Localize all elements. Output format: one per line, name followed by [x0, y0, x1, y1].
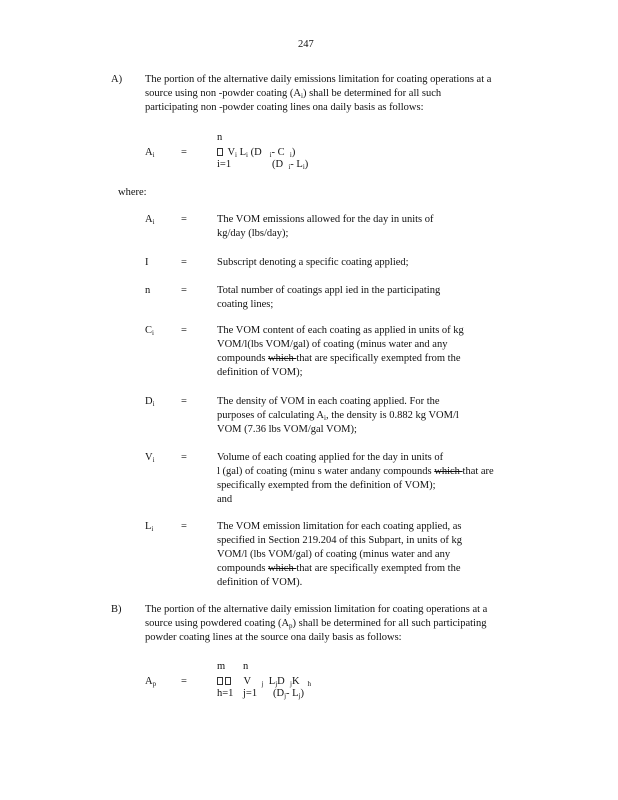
formula-b-lhs: $A_p$ [145, 676, 157, 688]
definition-ai-line2: kg/day (lbs/day); [217, 228, 289, 239]
definition-ai-symbol: $A_i$ [145, 214, 155, 226]
definition-ci-line1: The VOM content of each coating as applied in units of kg [217, 325, 464, 336]
summation-symbol-icon [217, 148, 223, 156]
section-a-line3: participating non -powder coating lines ona daily basis as follows: [145, 102, 424, 113]
definition-ci-symbol: $C_i$ [145, 325, 154, 337]
summation-symbol-icon [217, 677, 223, 685]
definition-i-line1: Subscript denoting a specific coating applied; [217, 257, 409, 268]
definition-li-equals: = [181, 521, 187, 532]
summation-symbol-icon [225, 677, 231, 685]
section-a-label: A) [111, 74, 123, 85]
definition-ci-line2: VOM/l(lbs VOM/gal) of coating (minus water and any [217, 339, 448, 350]
definition-vi-equals: = [181, 452, 187, 463]
definition-n-equals: = [181, 285, 187, 296]
formula-b-denominator: ($D_j-$ $L_j$) [273, 688, 305, 700]
definition-di-symbol: $D_i$ [145, 396, 155, 408]
section-b-line2: source using powdered coating $(A_p)$ shall be determined for all such participating [145, 618, 487, 630]
strikethrough-text: which [268, 353, 297, 364]
definition-vi-line4: and [217, 494, 233, 505]
strikethrough-text: which [268, 563, 297, 574]
definition-vi-symbol: $V_i$ [145, 452, 155, 464]
definition-li-line3: VOM/l (lbs VOM/gal) of coating (minus water and any [217, 549, 451, 560]
formula-b-upper-m: m [217, 661, 226, 672]
definition-li-line5: definition of VOM). [217, 577, 303, 588]
formula-b-equals: = [181, 676, 187, 687]
definition-vi-line1: Volume of each coating applied for the day in units of [217, 452, 444, 463]
section-a-line1: The portion of the alternative daily emissions limitation for coating operations at a [145, 74, 492, 85]
definition-di-equals: = [181, 396, 187, 407]
formula-b-lower-j: j=1 [243, 688, 258, 699]
page-number: 247 [298, 39, 314, 50]
section-b-line3: powder coating lines at the source ona daily basis as follows: [145, 632, 402, 643]
definition-li-line4: compounds which that are specifically exempted from the [217, 563, 461, 574]
definition-li-symbol: $L_i$ [145, 521, 154, 533]
strikethrough-text: which [434, 466, 463, 477]
definition-di-line2: purposes of calculating $A_i$, the density is 0.882 kg VOM/l [217, 410, 459, 422]
definition-n-line2: coating lines; [217, 299, 274, 310]
formula-a-upper-limit: n [217, 132, 223, 143]
definition-i-equals: = [181, 257, 187, 268]
formula-b-upper-n: n [243, 661, 249, 672]
definition-ci-equals: = [181, 325, 187, 336]
formula-b-lower-h: h=1 [217, 688, 234, 699]
definition-li-line1: The VOM emission limitation for each coating applied, as [217, 521, 462, 532]
formula-a-denominator: (D $_i$- $L_i$) [272, 159, 309, 171]
formula-a-equals: = [181, 147, 187, 158]
definition-vi-line3: specifically exempted from the definition of VOM); [217, 480, 436, 491]
formula-a-lhs: $A_i$ [145, 147, 155, 159]
definition-ci-line4: definition of VOM); [217, 367, 303, 378]
definition-ci-line3: compounds which that are specifically exempted from the [217, 353, 461, 364]
formula-a-numerator: $V_i$ $L_i$ (D $_i$- C $_i$) [217, 146, 295, 162]
definition-n-line1: Total number of coatings appl ied in the participating [217, 285, 441, 296]
definition-i-symbol: I [145, 257, 149, 268]
formula-a-lower-limit: i=1 [217, 159, 232, 170]
definition-di-line1: The density of VOM in each coating applied. For the [217, 396, 440, 407]
section-b-label: B) [111, 604, 122, 615]
definition-n-symbol: n [145, 285, 151, 296]
section-a-line2: source using non -powder coating $(A_i)$ shall be determined for all such [145, 88, 442, 100]
definition-li-line2: specified in Section 219.204 of this Subpart, in units of kg [217, 535, 462, 546]
definition-ai-equals: = [181, 214, 187, 225]
definition-di-line3: VOM (7.36 lbs VOM/gal VOM); [217, 424, 357, 435]
section-b-line1: The portion of the alternative daily emission limitation for coating operations at a [145, 604, 488, 615]
where-label: where: [118, 187, 147, 198]
formula-b-numerator: V $_j$ $L_jD$ $_j$K $_h$ [217, 675, 311, 691]
definition-vi-line2: l (gal) of coating (minu s water andany compounds which that are [217, 466, 494, 477]
definition-ai-line1: The VOM emissions allowed for the day in units of [217, 214, 434, 225]
